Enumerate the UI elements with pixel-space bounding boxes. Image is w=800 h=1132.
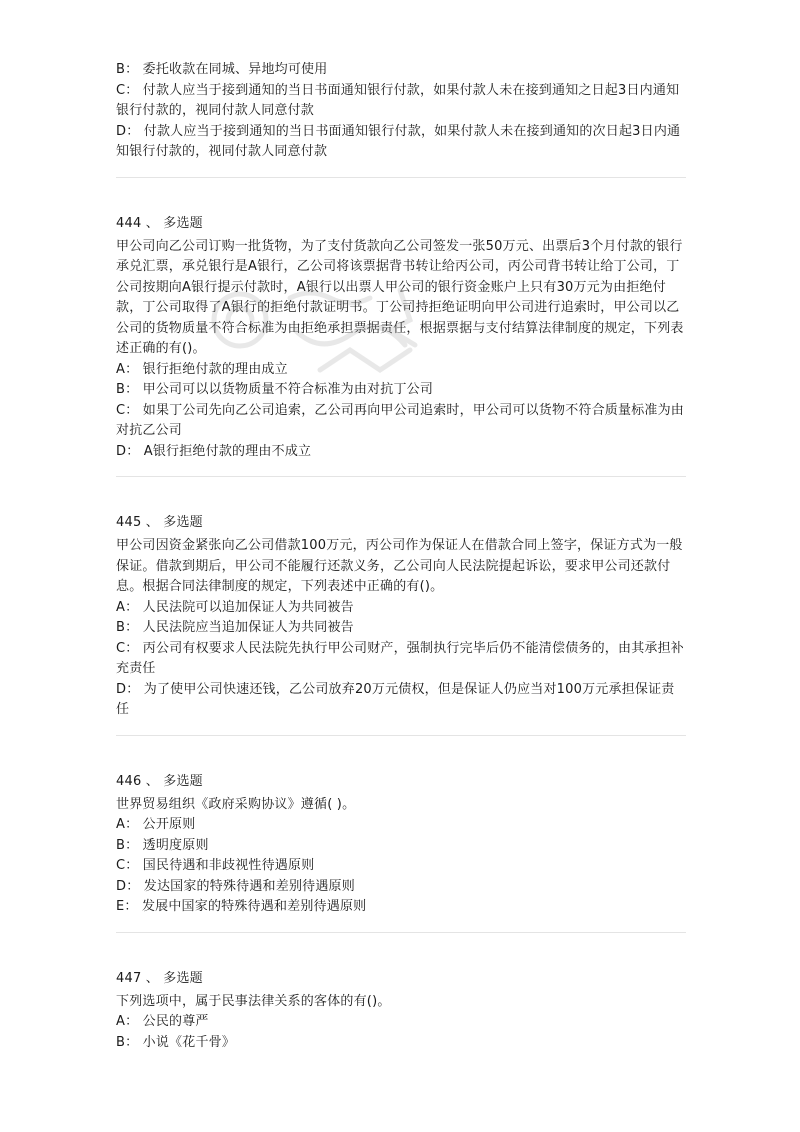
option-b: B： 人民法院应当追加保证人为共同被告 — [116, 620, 354, 635]
question-stem: 世界贸易组织《政府采购协议》遵循( )。 — [116, 796, 356, 812]
question-header: 446 、 多选题 — [116, 773, 203, 789]
option-c: C： 如果丁公司先向乙公司追索，乙公司再向甲公司追索时，甲公司可以货物不符合质量标准为由对抗乙公司 — [116, 402, 685, 438]
option-d: D： A银行拒绝付款的理由不成立 — [116, 443, 312, 459]
option-d: D： 发达国家的特殊待遇和差别待遇原则 — [116, 878, 355, 894]
option-d: D： 为了使甲公司快速还钱，乙公司放弃20万元债权，但是保证人仍应当对100万元承担保证责任 — [116, 681, 675, 717]
option-c: C： 国民待遇和非歧视性待遇原则 — [116, 858, 315, 873]
question-stem: 甲公司因资金紧张向乙公司借款100万元，丙公司作为保证人在借款合同上签字，保证方式为一般保证。借款到期后，甲公司不能履行还款义务，乙公司向人民法院提起诉讼，要求甲公司还款付息。根据合同法律制度的规定，下列表述中正确的有()。 — [116, 538, 683, 594]
question-block — [116, 969, 686, 1054]
option-a: A： 银行拒绝付款的理由成立 — [116, 361, 288, 377]
question-header: 445 、 多选题 — [116, 515, 203, 530]
option-a: A： 人民法院可以追加保证人为共同被告 — [116, 599, 354, 615]
question-header: 447 、 多选题 — [116, 970, 203, 986]
option-b: B： 透明度原则 — [116, 837, 209, 853]
question-block — [116, 513, 686, 721]
question-divider — [116, 932, 686, 933]
option-e: E： 发展中国家的特殊待遇和差别待遇原则 — [116, 899, 367, 914]
question-block — [116, 214, 686, 463]
question-divider — [116, 735, 686, 736]
option-b: B： 委托收款在同城、异地均可使用 — [116, 62, 328, 77]
option-b: B： 小说《花千骨》 — [116, 1034, 236, 1050]
previous-question-fragment — [116, 60, 686, 163]
option-d: D： 付款人应当于接到通知的当日书面通知银行付款，如果付款人未在接到通知的次日起3日内通知银行付款的，视同付款人同意付款 — [116, 123, 681, 159]
page-content — [116, 60, 686, 1053]
option-a: A： 公民的尊严 — [116, 1014, 209, 1029]
option-c: C： 丙公司有权要求人民法院先执行甲公司财产，强制执行完毕后仍不能清偿债务的，由其承担补充责任 — [116, 640, 685, 676]
option-c: C： 付款人应当于接到通知的当日书面通知银行付款，如果付款人未在接到通知之日起3日内通知银行付款的，视同付款人同意付款 — [116, 82, 680, 118]
option-a: A： 公开原则 — [116, 817, 196, 832]
question-header: 444 、 多选题 — [116, 215, 203, 231]
option-b: B： 甲公司可以以货物质量不符合标准为由对抗丁公司 — [116, 382, 434, 397]
question-stem: 甲公司向乙公司订购一批货物，为了支付货款向乙公司签发一张50万元、出票后3个月付款的银行承兑汇票，承兑银行是A银行，乙公司将该票据背书转让给丙公司，丙公司背书转让给丁公司，丁公司按期向A银行提示付款时，A银行以出票人甲公司的银行资金账户上只有30万元为由拒绝付款，丁公司取得了A银行的拒绝付款证明书。丁公司持拒绝证明向甲公司进行追索时，甲公司以乙公司的货物质量不符合标准为由拒绝承担票据责任，根据票据与支付结算法律制度的规定，下列表述正确的有()。 — [116, 238, 684, 356]
question-divider — [116, 476, 686, 477]
question-block — [116, 772, 686, 918]
question-divider — [116, 177, 686, 178]
question-stem: 下列选项中，属于民事法律关系的客体的有()。 — [116, 993, 391, 1009]
